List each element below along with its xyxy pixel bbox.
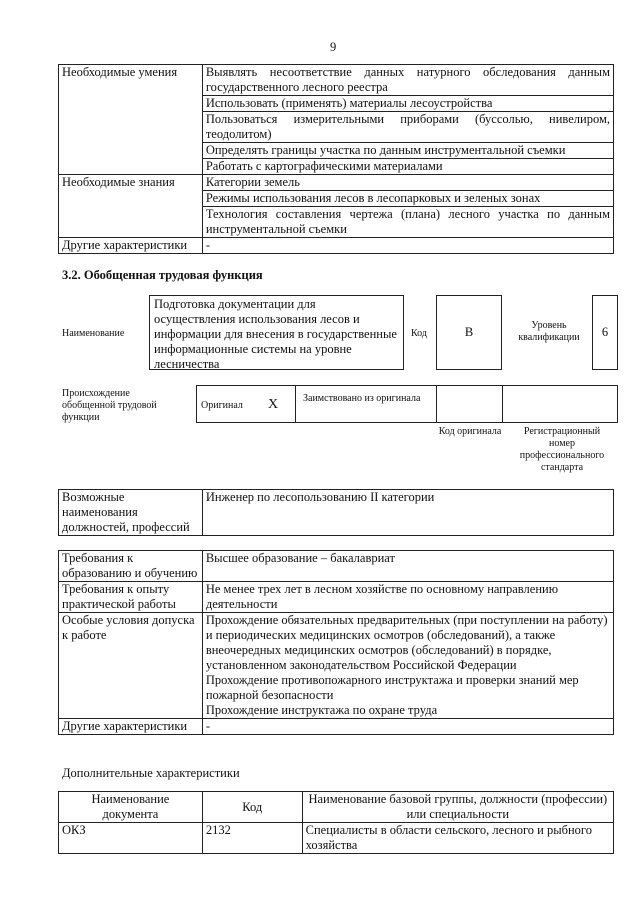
level-label: Уровень квалификации (518, 320, 580, 343)
knowledge-label: Необходимые знания (59, 175, 203, 238)
section-title: 3.2. Обобщенная трудовая функция (62, 268, 263, 282)
header-code: Код (202, 792, 302, 823)
code-box (436, 295, 502, 370)
skill-item: Определять границы участка по данным инструментальной съемки (202, 143, 613, 159)
other-value: - (202, 238, 613, 254)
conditions-value (202, 613, 613, 719)
header-document: Наименование документа (59, 792, 203, 823)
conditions-label: Особые условия допуска к работе (59, 613, 203, 719)
skills-knowledge-table (58, 64, 614, 254)
education-value: Высшее образование – бакалавриат (202, 551, 613, 582)
skill-item: Использовать (применять) материалы лесоустройства (202, 96, 613, 112)
other-req-value: - (202, 719, 613, 735)
positions-label: Возможные наименования должностей, профессий (59, 490, 203, 536)
condition-line: Прохождение противопожарного инструктажа и проверки знаний мер пожарной безопасности (205, 673, 579, 702)
code-label: Код (411, 328, 427, 339)
knowledge-item: Категории земель (202, 175, 613, 191)
skill-item: Работать с картографическими материалами (202, 159, 613, 175)
condition-line: Прохождение обязательных предварительных (при поступлении на работу) и периодических медицинских осмотров (обследований), а также внеочередных медицинских осмотров (обследований) в порядке, установленном законодательством Российской Федерации (205, 613, 608, 672)
other-label: Другие характеристики (59, 238, 203, 254)
skill-item: Пользоваться измерительными приборами (буссолью, нивелиром, теодолитом) (202, 112, 613, 143)
positions-value: Инженер по лесопользованию II категории (202, 490, 613, 536)
reg-number-caption: Регистрационный номер профессионального стандарта (519, 426, 605, 473)
original-label: Оригинал (201, 400, 243, 411)
row-group: Специалисты в области сельского, лесного и рыбного хозяйства (302, 823, 613, 854)
code-original-caption: Код оригинала (438, 426, 502, 437)
condition-line: Прохождение инструктажа по охране труда (205, 703, 438, 717)
borrowed-label: Заимствовано из оригинала (303, 393, 421, 404)
row-code: 2132 (202, 823, 302, 854)
original-mark: X (268, 397, 279, 412)
education-label: Требования к образованию и обучению (59, 551, 203, 582)
origin-divider (436, 385, 437, 423)
experience-label: Требования к опыту практической работы (59, 582, 203, 613)
function-name-value: Подготовка документации для осуществления использования лесов и информации для внесения в государственные информационные системы на уровне лесничества (154, 297, 397, 371)
experience-value: Не менее трех лет в лесном хозяйстве по основному направлению деятельности (202, 582, 613, 613)
knowledge-item: Режимы использования лесов в лесопарковых и зеленых зонах (202, 191, 613, 207)
knowledge-item: Технология составления чертежа (плана) лесного участка по данным инструментальной съемки (202, 207, 613, 238)
code-value: B (464, 325, 474, 339)
row-document: ОКЗ (59, 823, 203, 854)
level-value: 6 (601, 325, 609, 339)
origin-label: Происхождение обобщенной трудовой функции (62, 388, 157, 423)
positions-table (58, 489, 614, 536)
skills-label: Необходимые умения (59, 65, 203, 175)
function-name-box (149, 295, 404, 370)
level-box (592, 295, 618, 370)
origin-divider (295, 385, 296, 423)
page-number: 9 (330, 40, 337, 54)
header-group: Наименование базовой группы, должности (профессии) или специальности (302, 792, 613, 823)
other-req-label: Другие характеристики (59, 719, 203, 735)
skill-item: Выявлять несоответствие данных натурного обследования данным государственного лесного реестра (202, 65, 613, 96)
requirements-table (58, 550, 614, 735)
additional-title: Дополнительные характеристики (62, 766, 240, 780)
additional-table (58, 791, 614, 854)
origin-divider (502, 385, 503, 423)
name-label: Наименование (62, 328, 125, 339)
